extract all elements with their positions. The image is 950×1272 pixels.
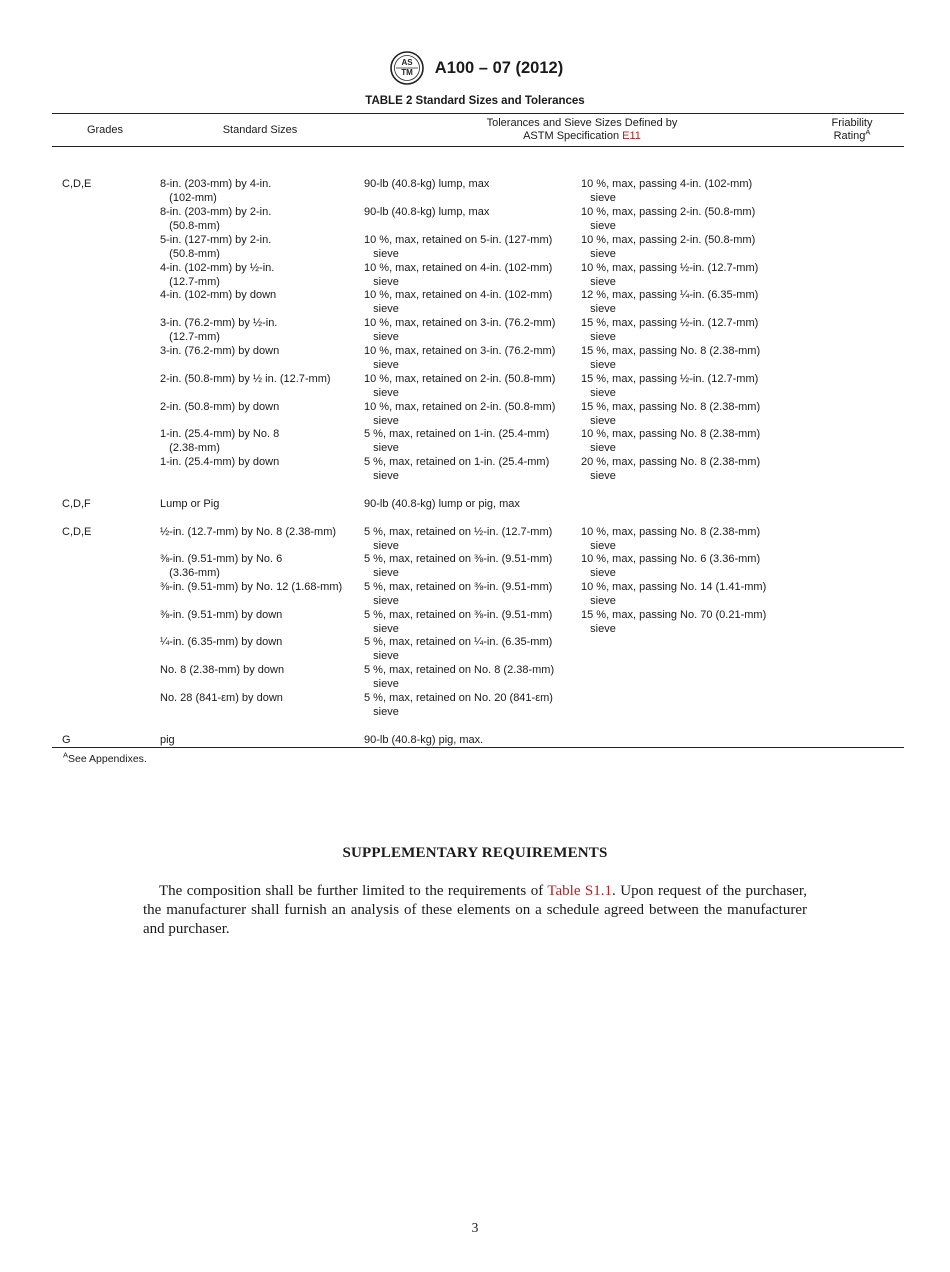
table-cell-grade: C,D,E bbox=[62, 526, 92, 538]
table-cell-tol1: 10 %, max, retained on 5-in. (127-mm) sieve bbox=[364, 234, 553, 260]
table-cell-size: 3-in. (76.2-mm) by down bbox=[160, 345, 280, 357]
friability-footnote-marker: A bbox=[865, 127, 871, 137]
table-cell-tol1: 10 %, max, retained on 2-in. (50.8-mm) sieve bbox=[364, 401, 556, 427]
table-cell-tol2: 20 %, max, passing No. 8 (2.38-mm) sieve bbox=[581, 456, 761, 482]
table-cell-tol1: 5 %, max, retained on 1-in. (25.4-mm) sieve bbox=[364, 428, 550, 454]
table-cell-tol1: 90-lb (40.8-kg) lump or pig, max bbox=[364, 498, 520, 510]
table-cell-tol1: 5 %, max, retained on 1-in. (25.4-mm) sieve bbox=[364, 456, 550, 482]
column-header-standard-sizes: Standard Sizes bbox=[222, 124, 298, 136]
table-cell-size: 1-in. (25.4-mm) by No. 8 (2.38-mm) bbox=[160, 428, 280, 454]
table-cell-size: ½-in. (12.7-mm) by No. 8 (2.38-mm) bbox=[160, 526, 337, 538]
supplementary-text-after: . Upon request of the purchaser, the manufacturer shall furnish an analysis of these elements on a schedule agreed between the manufacturer and purchaser. bbox=[143, 883, 807, 937]
column-header-grades: Grades bbox=[86, 124, 124, 136]
supplementary-title: SUPPLEMENTARY REQUIREMENTS bbox=[342, 845, 608, 861]
table-cell-size: 3-in. (76.2-mm) by ½-in. (12.7-mm) bbox=[160, 317, 278, 343]
table-title: TABLE 2 Standard Sizes and Tolerances bbox=[365, 95, 585, 107]
table-cell-size: 4-in. (102-mm) by down bbox=[160, 289, 277, 301]
table-cell-tol2: 10 %, max, passing ½-in. (12.7-mm) sieve bbox=[581, 262, 759, 288]
table-cell-tol1: 10 %, max, retained on 3-in. (76.2-mm) sieve bbox=[364, 345, 556, 371]
tolerances-header-line1: Tolerances and Sieve Sizes Defined by bbox=[486, 117, 678, 129]
table-cell-tol1: 10 %, max, retained on 3-in. (76.2-mm) sieve bbox=[364, 317, 556, 343]
table-cell-size: 1-in. (25.4-mm) by down bbox=[160, 456, 280, 468]
table-cell-tol2: 10 %, max, passing 2-in. (50.8-mm) sieve bbox=[581, 206, 756, 232]
table-cell-tol1: 10 %, max, retained on 4-in. (102-mm) sieve bbox=[364, 262, 553, 288]
table-cell-tol1: 90-lb (40.8-kg) lump, max bbox=[364, 206, 490, 218]
table-cell-size: ⅜-in. (9.51-mm) by down bbox=[160, 609, 283, 621]
table-cell-size: pig bbox=[160, 734, 175, 746]
document-designation: A100 – 07 (2012) bbox=[434, 58, 564, 77]
table-cell-tol2: 10 %, max, passing No. 14 (1.41-mm) sieve bbox=[581, 581, 767, 607]
footnote-marker: A bbox=[63, 750, 69, 760]
table-cell-grade: G bbox=[62, 734, 71, 746]
tolerances-header-prefix: ASTM Specification bbox=[523, 130, 623, 142]
friability-header-line1: Friability bbox=[831, 117, 873, 129]
table-cell-size: Lump or Pig bbox=[160, 498, 220, 510]
table-cell-size: 2-in. (50.8-mm) by ½ in. (12.7-mm) bbox=[160, 373, 331, 385]
table-s1-1-link[interactable]: Table S1.1 bbox=[547, 883, 613, 899]
table-cell-size: ⅜-in. (9.51-mm) by No. 12 (1.68-mm) bbox=[160, 581, 343, 593]
table-cell-tol2: 10 %, max, passing 4-in. (102-mm) sieve bbox=[581, 178, 753, 204]
table-cell-size: 2-in. (50.8-mm) by down bbox=[160, 401, 280, 413]
svg-text:AS: AS bbox=[401, 58, 413, 67]
table-cell-tol2: 15 %, max, passing ½-in. (12.7-mm) sieve bbox=[581, 373, 759, 399]
table-cell-size: 5-in. (127-mm) by 2-in. (50.8-mm) bbox=[160, 234, 272, 260]
table-cell-grade: C,D,F bbox=[62, 498, 91, 510]
table-cell-grade: C,D,E bbox=[62, 178, 92, 190]
table-cell-tol2: 10 %, max, passing No. 8 (2.38-mm) sieve bbox=[581, 526, 761, 552]
supplementary-body bbox=[143, 882, 807, 939]
table-cell-tol2: 10 %, max, passing No. 6 (3.36-mm) sieve bbox=[581, 553, 761, 579]
table-cell-size: 8-in. (203-mm) by 4-in. (102-mm) bbox=[160, 178, 272, 204]
table-cell-tol2: 10 %, max, passing No. 8 (2.38-mm) sieve bbox=[581, 428, 761, 454]
table-cell-tol1: 5 %, max, retained on ⅜-in. (9.51-mm) sieve bbox=[364, 553, 553, 579]
table-cell-size: 4-in. (102-mm) by ½-in. (12.7-mm) bbox=[160, 262, 275, 288]
table-footnote bbox=[63, 750, 147, 765]
table-cell-tol1: 5 %, max, retained on No. 8 (2.38-mm) sieve bbox=[364, 664, 555, 690]
table-cell-size: ⅜-in. (9.51-mm) by No. 6 (3.36-mm) bbox=[160, 553, 283, 579]
table-cell-tol1: 5 %, max, retained on ½-in. (12.7-mm) sieve bbox=[364, 526, 553, 552]
table-cell-size: ¼-in. (6.35-mm) by down bbox=[160, 636, 283, 648]
table-cell-tol2: 10 %, max, passing 2-in. (50.8-mm) sieve bbox=[581, 234, 756, 260]
table-cell-tol2: 15 %, max, passing ½-in. (12.7-mm) sieve bbox=[581, 317, 759, 343]
footnote-text: See Appendixes. bbox=[68, 753, 147, 765]
table-cell-tol2: 12 %, max, passing ¼-in. (6.35-mm) sieve bbox=[581, 289, 759, 315]
table-cell-tol1: 5 %, max, retained on ¼-in. (6.35-mm) sieve bbox=[364, 636, 553, 662]
table-cell-tol1: 10 %, max, retained on 4-in. (102-mm) sieve bbox=[364, 289, 553, 315]
table-cell-tol2: 15 %, max, passing No. 8 (2.38-mm) sieve bbox=[581, 401, 761, 427]
svg-text:TM: TM bbox=[401, 68, 413, 77]
table-cell-tol1: 5 %, max, retained on No. 20 (841-εm) sieve bbox=[364, 692, 553, 718]
table-cell-tol1: 10 %, max, retained on 2-in. (50.8-mm) sieve bbox=[364, 373, 556, 399]
table-cell-tol1: 90-lb (40.8-kg) lump, max bbox=[364, 178, 490, 190]
table-cell-size: No. 28 (841-εm) by down bbox=[160, 692, 283, 704]
table-cell-tol2: 15 %, max, passing No. 70 (0.21-mm) sieve bbox=[581, 609, 767, 635]
table-cell-size: 8-in. (203-mm) by 2-in. (50.8-mm) bbox=[160, 206, 272, 232]
table-cell-size: No. 8 (2.38-mm) by down bbox=[160, 664, 285, 676]
supplementary-text-before: The composition shall be further limited to the requirements of bbox=[159, 883, 548, 899]
friability-header-label: Rating bbox=[833, 130, 866, 142]
table-cell-tol1: 90-lb (40.8-kg) pig, max. bbox=[364, 734, 484, 746]
table-cell-tol1: 5 %, max, retained on ⅜-in. (9.51-mm) sieve bbox=[364, 581, 553, 607]
table-cell-tol1: 5 %, max, retained on ⅜-in. (9.51-mm) sieve bbox=[364, 609, 553, 635]
table-cell-tol2: 15 %, max, passing No. 8 (2.38-mm) sieve bbox=[581, 345, 761, 371]
spec-e11-link[interactable]: E11 bbox=[622, 130, 641, 142]
page-number: 3 bbox=[471, 1220, 479, 1235]
